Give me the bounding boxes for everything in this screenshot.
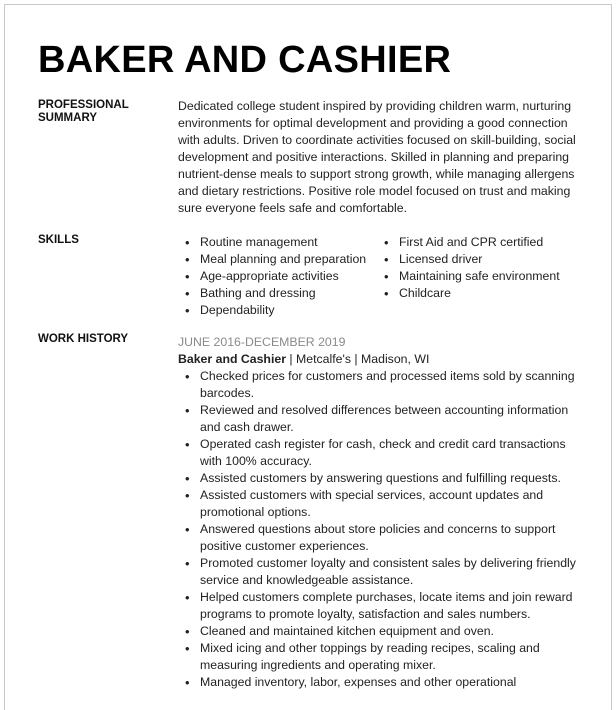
skill-item: • Childcare: [376, 285, 560, 302]
duty-item: • Assisted customers with special services, account updates and promotional options.: [177, 487, 577, 521]
duty-item: • Assisted customers by answering questions and fulfilling requests.: [177, 470, 577, 487]
skill-item: • Dependability: [177, 302, 366, 319]
summary-text: Dedicated college student inspired by providing children warm, nurturing environments for optimal development and providing a good connection with adults. Driven to coordinate activities focused on skill-building, social development and positive interactions. Skilled in planning and preparing nutrient-dense meals to support strong growth, while managing allergens and dietary restrictions. Positive role model focused on trust and making sure everyone feels safe and comfortable.: [178, 99, 576, 215]
skill-item: • Age-appropriate activities: [177, 268, 366, 285]
section-label-work-history: WORK HISTORY: [38, 333, 129, 345]
skill-item: • Meal planning and preparation: [177, 251, 366, 268]
job-details: | Metcalfe's | Madison, WI: [286, 352, 430, 366]
job-title: Baker and Cashier: [178, 352, 286, 366]
skill-item: • Bathing and dressing: [177, 285, 366, 302]
duty-item: • Cleaned and maintained kitchen equipment and oven.: [177, 623, 577, 640]
duty-item: • Operated cash register for cash, check and credit card transactions with 100% accuracy.: [177, 436, 577, 470]
skills-list-right: [376, 234, 560, 302]
skill-item: • Routine management: [177, 234, 366, 251]
duty-item: • Answered questions about store policies and concerns to support positive customer experiences.: [177, 521, 577, 555]
duty-item: • Reviewed and resolved differences between accounting information and cash drawer.: [177, 402, 577, 436]
duty-item: • Mixed icing and other toppings by reading recipes, scaling and measuring ingredients and operating mixer.: [177, 640, 577, 674]
resume-title: BAKER AND CASHIER: [38, 39, 452, 81]
skill-item: • First Aid and CPR certified: [376, 234, 560, 251]
job-dates: JUNE 2016-DECEMBER 2019: [178, 335, 346, 349]
skills-list-left: [177, 234, 366, 319]
duty-item: • Promoted customer loyalty and consistent sales by delivering friendly service and knowledgeable assistance.: [177, 555, 577, 589]
section-label-skills: SKILLS: [38, 234, 79, 246]
job-heading: [178, 351, 429, 368]
duty-item: • Checked prices for customers and processed items sold by scanning barcodes.: [177, 368, 577, 402]
skill-item: • Licensed driver: [376, 251, 560, 268]
duty-item: • Managed inventory, labor, expenses and other operational: [177, 674, 577, 691]
duty-item: • Helped customers complete purchases, locate items and join reward programs to promote loyalty, satisfaction and sales numbers.: [177, 589, 577, 623]
section-label-professional-summary: PROFESSIONAL SUMMARY: [38, 99, 129, 124]
skill-item: • Maintaining safe environment: [376, 268, 560, 285]
job-duties-list: [177, 368, 577, 691]
